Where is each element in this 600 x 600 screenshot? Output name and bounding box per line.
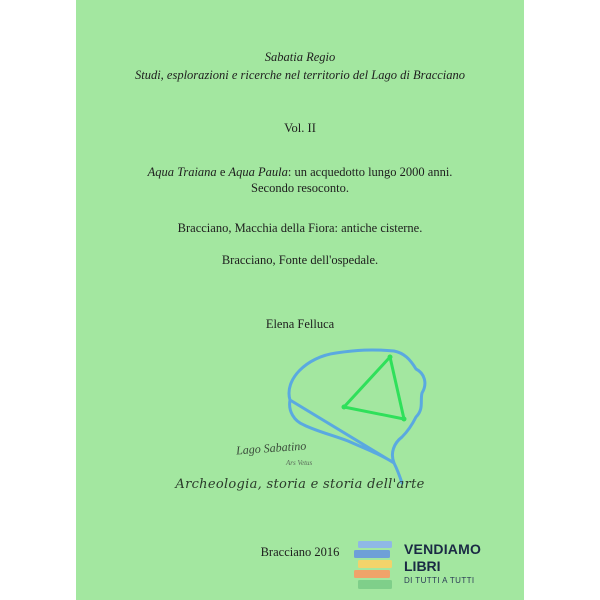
vendiamo-libri-badge: [352, 537, 482, 593]
title-line-2: Secondo resoconto.: [251, 181, 349, 195]
title-cisterne: Bracciano, Macchia della Fiora: antiche cisterne.: [177, 221, 423, 235]
title-rest: : un acquedotto lungo 2000 anni.: [287, 165, 453, 179]
logo-name: Lago Sabatino: [235, 438, 307, 458]
title-fonte: Bracciano, Fonte dell'ospedale.: [221, 253, 379, 267]
title-connector: e: [216, 165, 229, 179]
book-cover: [76, 0, 524, 600]
title-aqua-paula: Aqua Paula: [228, 165, 288, 179]
author-name: Elena Felluca: [265, 317, 335, 331]
logo-subtitle: Ars Vetus: [286, 459, 313, 467]
books-stack-icon: [352, 537, 396, 593]
badge-line-3: DI TUTTI A TUTTI: [404, 576, 475, 585]
title-aqua-traiana: Aqua Traiana: [147, 165, 217, 179]
title-line-1: [76, 165, 524, 180]
place-and-year: Bracciano 2016: [260, 545, 340, 559]
badge-line-1: VENDIAMO: [404, 541, 482, 557]
triangle-icon: [344, 357, 404, 419]
logo-tagline: Archeologia, storia e storia dell'arte: [175, 477, 425, 492]
volume-label: Vol. II: [284, 121, 316, 135]
badge-line-2: LIBRI: [404, 558, 441, 574]
lake-triangle-logo: [244, 345, 464, 495]
series-title: Sabatia Regio: [264, 50, 336, 64]
series-subtitle: Studi, esplorazioni e ricerche nel territorio del Lago di Bracciano: [134, 68, 466, 82]
